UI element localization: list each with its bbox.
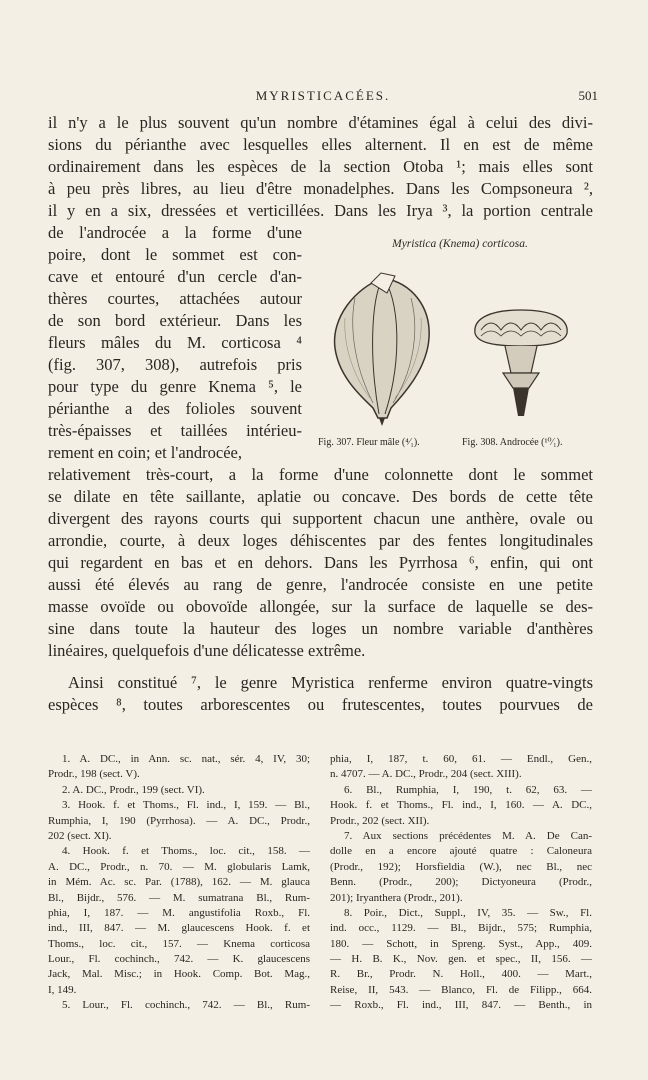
figure-illustration — [315, 238, 605, 460]
footnote-line: phia, I, 187, t. 60, 61. — Endl., Gen., — [330, 753, 592, 765]
footnote-line: Jack, Mal. Misc.; in Hook. Comp. Bot. Mag., — [48, 968, 310, 981]
footnote-line: 7. Aux sections précédentes M. A. De Can- — [344, 829, 592, 842]
footnote-line: — Roxb., Fl. ind., III, 847. — Benth., in — [330, 999, 592, 1012]
body-line: périanthe a des folioles souvent — [48, 399, 302, 418]
figure-308-caption: Fig. 308. Androcée (¹⁰⁄₁). — [462, 437, 563, 448]
footnote-line: Benn. (Prodr., 200); Dictyoneura (Prodr., — [330, 876, 592, 889]
footnote-line: 3. Hook. f. et Thoms., Fl. ind., I, 159. — Bl., — [62, 799, 310, 812]
page-number: 501 — [578, 88, 598, 103]
footnote-line: ind. occ., 1129. — Bl., Bijdr., 575; Rumphia, — [330, 922, 592, 935]
body-line: ordinairement dans les espèces de la section Otoba ¹; mais elles sont — [48, 157, 593, 176]
footnote-line: Thoms., loc. cit., 157. — Knema corticosa — [48, 937, 310, 950]
body-line: divergent des rayons courts qui supportent chacun une anthère, ovale ou — [48, 509, 593, 528]
footnote-line: 4. Hook. f. et Thoms., loc. cit., 158. — — [62, 845, 310, 858]
figure — [315, 238, 605, 460]
footnote-line: I, 149. — [48, 983, 77, 996]
body-line: à peu près libres, au lieu d'être monadelphes. Dans les Compsoneura ², — [48, 179, 593, 198]
male-flower-illustration — [335, 273, 430, 426]
body-line: aussi été élevés au rang de genre, l'androcée consiste en une petite — [48, 575, 593, 594]
androecium-illustration — [475, 310, 567, 416]
figure-307-caption: Fig. 307. Fleur mâle (⁴⁄₁). — [318, 437, 420, 448]
body-line: poire, dont le sommet est con- — [48, 245, 302, 264]
body-line: il n'y a le plus souvent qu'un nombre d'étamines égal à celui des divi- — [48, 113, 593, 132]
body-line: il y en a six, dressées et verticillées. Dans les Irya ³, la portion centrale — [48, 201, 593, 220]
footnote-line: 201); Iryanthera (Prodr., 201). — [330, 891, 463, 904]
body-line: thères courtes, attachées autour — [48, 289, 302, 308]
body-line: qui regardent en bas et en dehors. Dans les Pyrrhosa ⁶, enfin, qui ont — [48, 553, 593, 572]
footnote-line: A. DC., Prodr., n. 70. — M. globularis Lamk, — [48, 860, 310, 873]
footnote-line: 8. Poir., Dict., Suppl., IV, 35. — Sw., Fl. — [344, 906, 592, 919]
body-line: (fig. 307, 308), autrefois pris — [48, 355, 302, 374]
footnote-line: Hook. f. et Thoms., Fl. ind., I, 160. — A. DC., — [330, 799, 592, 812]
body-line: cave et entouré d'un cercle d'an- — [48, 267, 302, 286]
footnote-line: Prodr., 202 (sect. XII). — [330, 814, 430, 827]
footnote-line: 202 (sect. XI). — [48, 829, 112, 842]
body-line: fleurs mâles du M. corticosa ⁴ — [48, 333, 302, 352]
footnote-line: phia, I, 187. — M. angustifolia Roxb., Fl. — [48, 906, 310, 919]
body-line: pour type du genre Knema ⁵, le — [48, 377, 302, 396]
body-line: rement en coin; et l'androcée, — [48, 443, 243, 462]
footnote-line: n. 4707. — A. DC., Prodr., 204 (sect. XIII). — [330, 768, 522, 781]
body-line: linéaires, quelquefois d'une délicatesse extrême. — [48, 641, 366, 660]
body-line: masse ovoïde ou obovoïde allongée, sur la surface de laquelle se des- — [48, 597, 593, 616]
footnote-line: — H. B. K., Nov. gen. et spec., II, 156. — — [330, 953, 592, 966]
running-head — [48, 88, 598, 108]
footnote-line: in Mém. Ac. sc. Par. (1788), 162. — M. glauca — [48, 876, 310, 889]
figure-title: Myristica (Knema) corticosa. — [392, 238, 528, 250]
body-line: très-épaisses et taillées intérieu- — [48, 421, 302, 440]
footnote-line: (Prodr., 192); Horsfieldia (W.), nec Bl., nec — [330, 860, 592, 873]
running-title: MYRISTICACÉES. — [255, 88, 391, 103]
body-line: Ainsi constitué ⁷, le genre Myristica renferme environ quatre-vingts — [68, 673, 593, 692]
footnote-line: 1. A. DC., in Ann. sc. nat., sér. 4, IV, 30; — [62, 753, 310, 765]
footnotes-right-column — [330, 752, 592, 1014]
footnote-line: Rumphia, I, 190 (Pyrrhosa). — A. DC., Prodr., — [48, 814, 310, 827]
footnotes-left-column — [48, 752, 310, 1014]
body-line: de son bord extérieur. Dans les — [48, 311, 302, 330]
body-line: relativement très-court, a la forme d'une colonnette dont le sommet — [48, 465, 593, 484]
footnote-line: Lour., Fl. cochinch., 742. — K. glaucescens — [48, 953, 310, 966]
footnote-line: R. Br., Prodr. N. Holl., 400. — Mart., — [330, 968, 592, 981]
body-line: sions du périanthe avec lesquelles elles alternent. Il en est de même — [48, 135, 593, 154]
body-line: arrondie, courte, à deux loges déhiscentes par des fentes longitudinales — [48, 531, 593, 550]
footnote-line: dolle en a encore ajouté quatre : Caloneura — [330, 845, 592, 858]
footnote-line: Prodr., 198 (sect. V). — [48, 768, 140, 781]
footnote-line: 180. — Schott, in Spreng. Syst., App., 409. — [330, 937, 592, 950]
footnote-line: Reise, II, 543. — Blanco, Fl. de Filipp., 664. — [330, 983, 592, 996]
body-line: se dilate en tête saillante, aplatie ou concave. Des bords de cette tête — [48, 487, 593, 506]
footnote-line: 2. A. DC., Prodr., 199 (sect. VI). — [62, 783, 205, 796]
body-line: sine dans toute la hauteur des loges un nombre variable d'anthères — [48, 619, 593, 638]
footnote-line: Bl., Bijdr., 576. — M. sumatrana Bl., Rum- — [48, 891, 310, 904]
footnote-line: 6. Bl., Rumphia, I, 190, t. 62, 63. — — [344, 783, 592, 796]
footnote-line: 5. Lour., Fl. cochinch., 742. — Bl., Rum- — [62, 999, 310, 1012]
body-line: espèces ⁸, toutes arborescentes ou frutescentes, toutes pourvues de — [48, 695, 593, 714]
body-line: de l'androcée a la forme d'une — [48, 223, 302, 242]
footnote-line: ind., III, 847. — M. glaucescens Hook. f. et — [48, 922, 310, 935]
